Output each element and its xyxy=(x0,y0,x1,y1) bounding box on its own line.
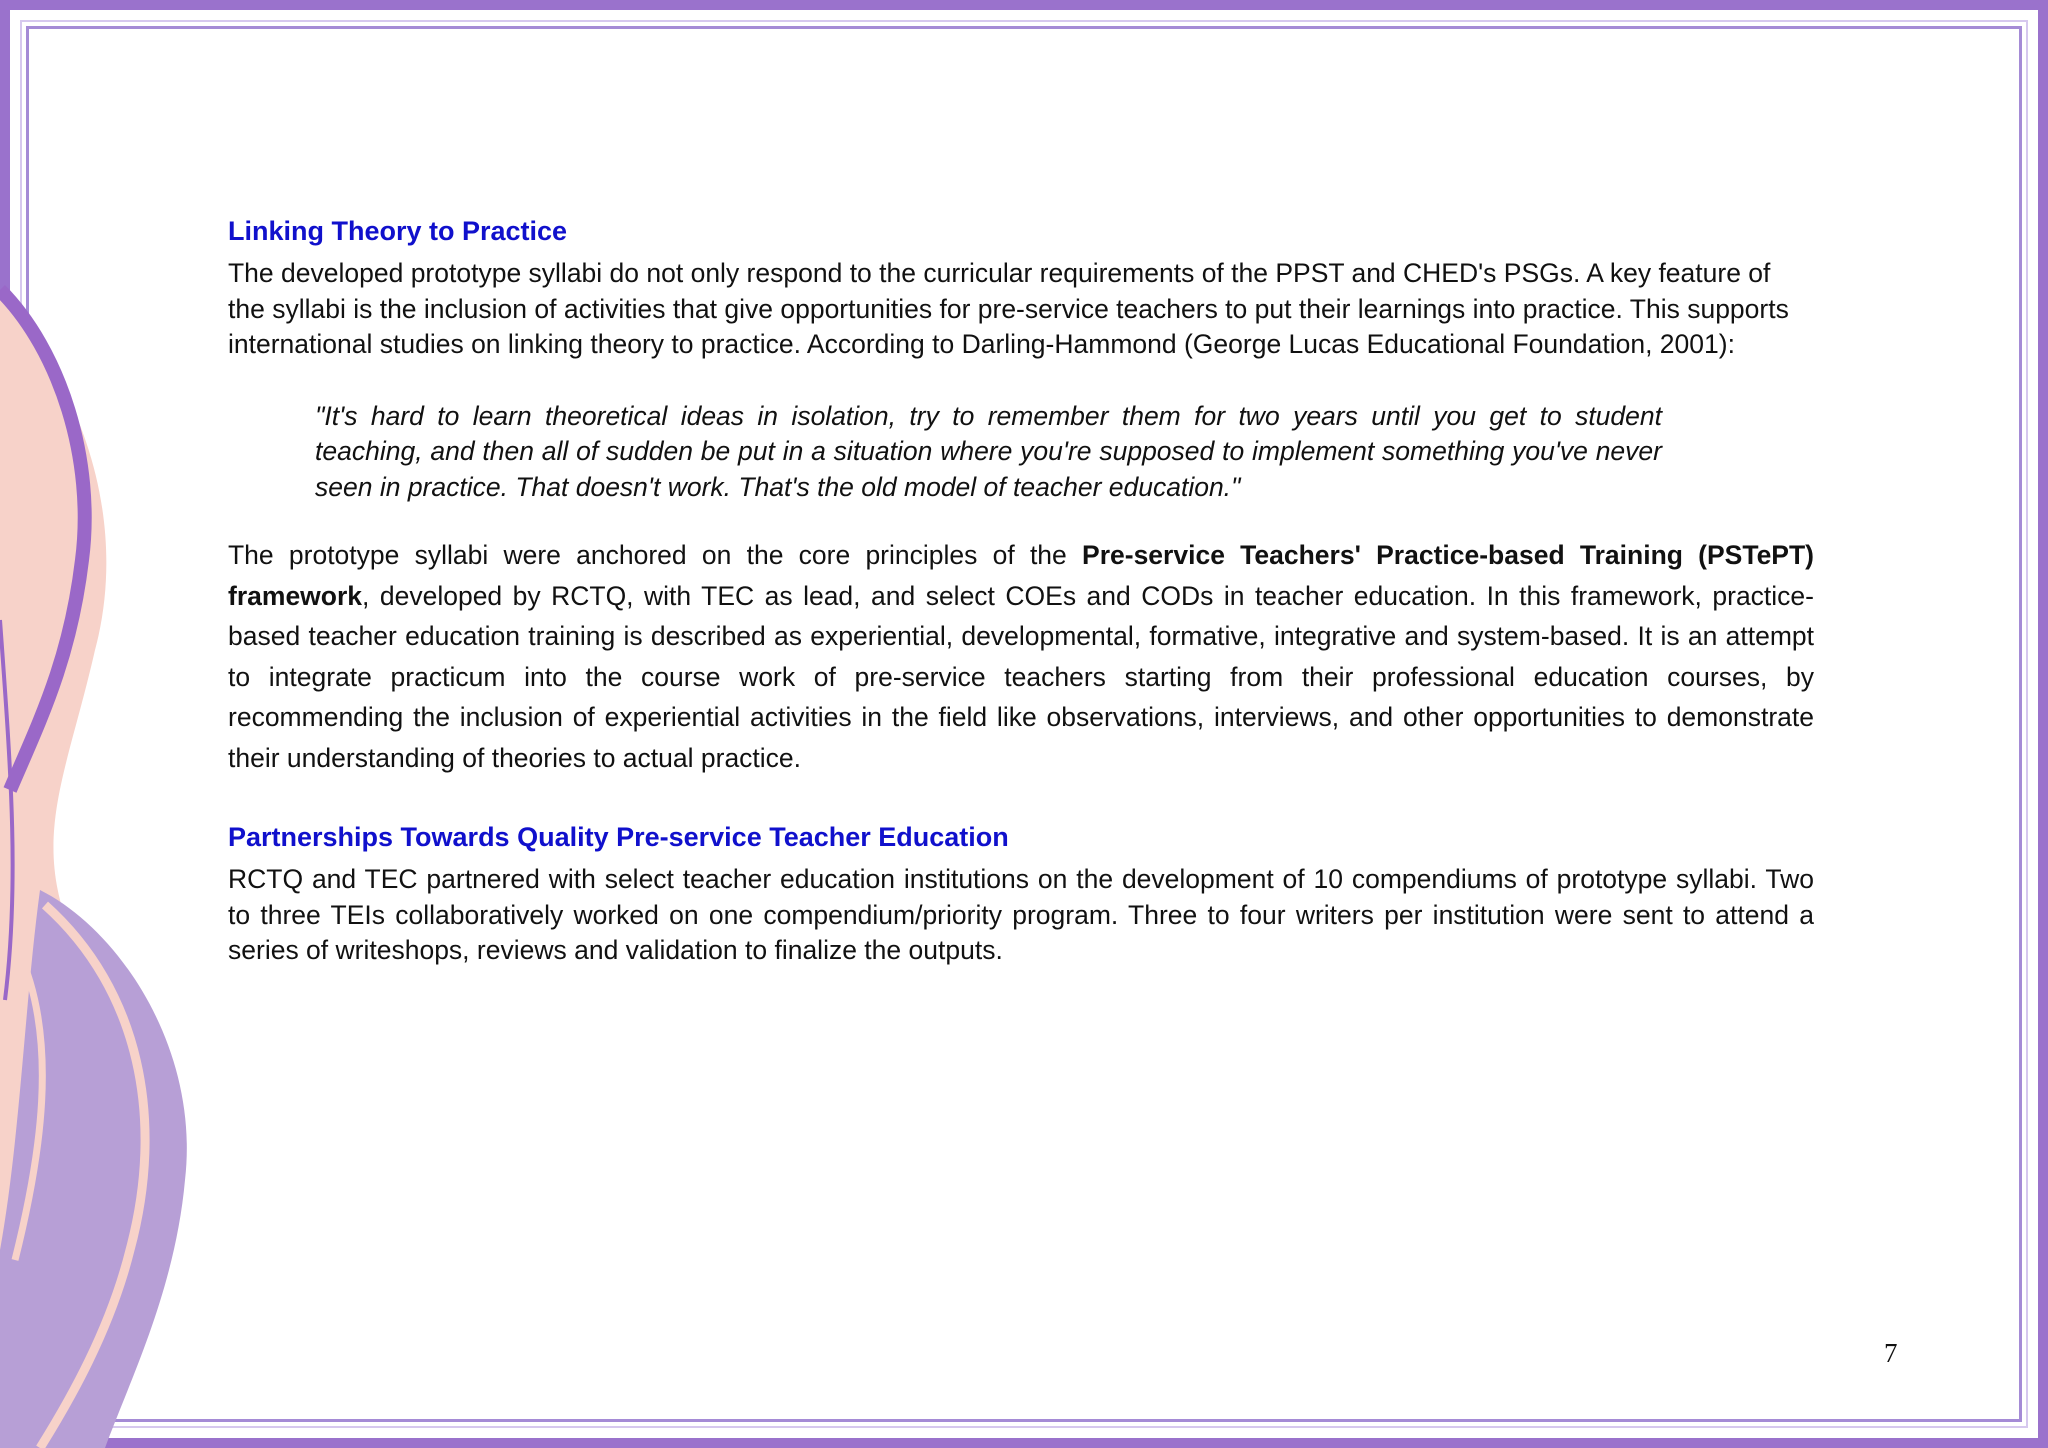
page-number: 7 xyxy=(1884,1338,1898,1368)
framework-name: Pre-service Teachers' Practice-based Training (PSTePT) framework xyxy=(228,540,1814,611)
intro-paragraph: The developed prototype syllabi do not only respond to the curricular requirements of the PPST and CHED's PSGs. A key feature of the syllabi is the inclusion of activities that give opportunities for pre-service teachers to put their learnings into practice. This supports international studies on linking theory to practice. According to Darling-Hammond (George Lucas Educational Foundation, 2001): xyxy=(228,258,1789,359)
partnerships-paragraph: RCTQ and TEC partnered with select teacher education institutions on the development of 10 compendiums of prototype syllabi. Two to three TEIs collaboratively worked on one compendium/priority program. Three to four writers per institution were sent to attend a series of writeshops, reviews and validation to finalize the outputs. xyxy=(228,864,1814,965)
section-heading-partnerships: Partnerships Towards Quality Pre-service Teacher Education xyxy=(228,822,1009,852)
framework-rest-text: , developed by RCTQ, with TEC as lead, and select COEs and CODs in teacher education. In this framework, practice-based teacher education training is described as experiential, developmental, formative, integrative and system-based. It is an attempt to integrate practicum into the course work of pre-service teachers starting from their professional education courses, by recommending the inclusion of experiential activities in the field like observations, interviews, and other opportunities to demonstrate their understanding of theories to actual practice. xyxy=(228,580,1814,773)
section-heading-linking-theory: Linking Theory to Practice xyxy=(228,216,568,246)
framework-intro-text: The prototype syllabi were anchored on the core principles of the xyxy=(228,540,1083,570)
darling-hammond-quote: "It's hard to learn theoretical ideas in isolation, try to remember them for two years until you get to student teaching, and then all of sudden be put in a situation where you're supposed to implement something you've never seen in practice. That doesn't work. That's the old model of teacher education." xyxy=(315,400,1662,502)
page-content xyxy=(228,214,1814,969)
framework-paragraph xyxy=(228,535,1814,778)
